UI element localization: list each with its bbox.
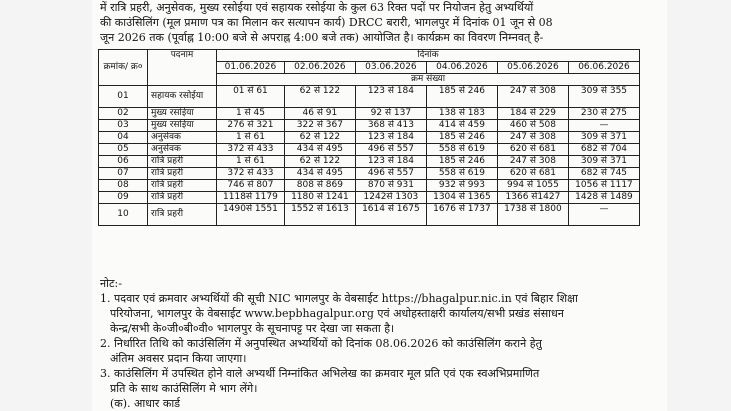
row-cell: 62 से 122 [284, 132, 355, 144]
row-cell: 1304 से 1365 [426, 192, 497, 204]
table-row [99, 168, 640, 180]
row-cell: 372 से 433 [217, 144, 285, 156]
note-1-line-2: परियोजना, भागलपुर के वेबसाईट www.bepbhagalpur.org एवं अधोहस्ताक्षरी कार्यालय/सभी प्रखंड संसाधन [110, 307, 564, 320]
note-2-line-2: अंतिम अवसर प्रदान किया जाएगा। [110, 352, 247, 365]
row-cell: — [568, 204, 639, 226]
row-cell: 1490से 1551 [217, 204, 285, 226]
row-cell: 558 से 619 [426, 168, 497, 180]
row-cell: 620 से 681 [497, 168, 568, 180]
date-1: 01.06.2026 [217, 62, 285, 74]
row-cell: 746 से 807 [217, 180, 285, 192]
row-post: रात्रि प्रहरी [148, 168, 217, 180]
row-cell: 496 से 557 [355, 168, 426, 180]
row-cell: 123 से 184 [355, 86, 426, 108]
row-post: मुख्य रसोईया [148, 120, 217, 132]
row-cell: 01 से 61 [217, 86, 285, 108]
row-cell: 682 से 704 [568, 144, 639, 156]
row-cell: 368 से 413 [355, 120, 426, 132]
row-cell: 123 से 184 [355, 132, 426, 144]
row-cell: 123 से 184 [355, 156, 426, 168]
row-cell: 434 से 495 [284, 168, 355, 180]
table-row [99, 144, 640, 156]
row-cell: 1366 से1427 [497, 192, 568, 204]
row-cell: 434 से 495 [284, 144, 355, 156]
row-cell: 62 से 122 [284, 156, 355, 168]
table-row [99, 180, 640, 192]
row-cell: 309 से 355 [568, 86, 639, 108]
row-cell: 870 से 931 [355, 180, 426, 192]
date-3: 03.06.2026 [355, 62, 426, 74]
row-serial: 03 [99, 120, 148, 132]
header-date: दिनांक [217, 50, 640, 62]
row-cell: 558 से 619 [426, 144, 497, 156]
table-row [99, 192, 640, 204]
date-4: 04.06.2026 [426, 62, 497, 74]
row-cell: 1118से 1179 [217, 192, 285, 204]
row-cell: 808 से 869 [284, 180, 355, 192]
row-post: अनुसेवक [148, 144, 217, 156]
row-cell: 1242से 1303 [355, 192, 426, 204]
row-cell: 247 से 308 [497, 156, 568, 168]
table-header-row [99, 50, 640, 62]
row-serial: 10 [99, 204, 148, 226]
row-cell: 414 से 459 [426, 120, 497, 132]
header-serial-number: क्रम संख्या [217, 74, 640, 86]
row-cell: 184 से 229 [497, 108, 568, 120]
row-cell: 460 से 508 [497, 120, 568, 132]
row-cell: 1676 से 1737 [426, 204, 497, 226]
intro-line-1: में रात्रि प्रहरी, अनुसेवक, मुख्य रसोईया एवं सहायक रसोईया के कुल 63 रिक्त पदों पर नियोजन हेतु अभ्यर्थियों [100, 1, 534, 14]
row-post: रात्रि प्रहरी [148, 156, 217, 168]
date-5: 05.06.2026 [497, 62, 568, 74]
row-post: अनुसेवक [148, 132, 217, 144]
row-cell: 1180 से 1241 [284, 192, 355, 204]
row-post: रात्रि प्रहरी [148, 192, 217, 204]
row-cell: 138 से 183 [426, 108, 497, 120]
row-post: रात्रि प्रहरी [148, 180, 217, 192]
intro-line-3: जून 2026 तक (पूर्वाह्न 10:00 बजे से अपराह्न 4:00 बजे तक) आयोजित है। कार्यक्रम का विवरण निम्नवत् है- [100, 31, 544, 44]
row-post: मुख्य रसोईया [148, 108, 217, 120]
row-cell: 932 से 993 [426, 180, 497, 192]
row-serial: 02 [99, 108, 148, 120]
row-cell: 994 से 1055 [497, 180, 568, 192]
row-cell: 1 से 61 [217, 132, 285, 144]
row-cell: 322 से 367 [284, 120, 355, 132]
row-serial: 04 [99, 132, 148, 144]
row-cell: 496 से 557 [355, 144, 426, 156]
row-cell: 1552 से 1613 [284, 204, 355, 226]
row-cell: 1056 से 1117 [568, 180, 639, 192]
notes-label: नोट:- [100, 277, 122, 290]
date-2: 02.06.2026 [284, 62, 355, 74]
row-post: सहायक रसोईया [148, 86, 217, 108]
note-3-line-2: प्रति के साथ काउंसिलिंग मे भाग लेंगे। [110, 382, 258, 395]
row-cell: 620 से 681 [497, 144, 568, 156]
row-serial: 09 [99, 192, 148, 204]
row-serial: 01 [99, 86, 148, 108]
row-cell: 309 से 371 [568, 156, 639, 168]
intro-line-2: की काउंसिलिंग (मूल प्रमाण पत्र का मिलान कर सत्यापन कार्य) DRCC बरारी, भागलपुर में दिनांक 01 जून से 08 [100, 16, 553, 29]
table-row [99, 108, 640, 120]
row-cell: 1 से 61 [217, 156, 285, 168]
left-margin [0, 0, 92, 411]
row-serial: 08 [99, 180, 148, 192]
table-row [99, 132, 640, 144]
note-1-line-3: केन्द्र/सभी के०जी०बी०वी० भागलपुर के सूचनापट्ट पर देखा जा सकता है। [110, 322, 395, 335]
row-cell: 247 से 308 [497, 86, 568, 108]
row-cell: 372 से 433 [217, 168, 285, 180]
row-cell: 1428 से 1489 [568, 192, 639, 204]
right-margin [667, 0, 731, 411]
row-cell: 309 से 371 [568, 132, 639, 144]
row-cell: 247 से 308 [497, 132, 568, 144]
note-2-line-1: 2. निर्धारित तिथि को काउंसिलिंग में अनुपस्थित अभ्यर्थियों को दिनांक 08.06.2026 को काउंसिलिंग कराने हेतु [100, 337, 542, 350]
row-cell: 62 से 122 [284, 86, 355, 108]
note-1-line-1: 1. पदवार एवं क्रमवार अभ्यर्थियों की सूची NIC भागलपुर के वेबसाईट https://bhagalpur.nic.in एवं बिहार शिक्षा [100, 292, 578, 305]
table-row [99, 156, 640, 168]
row-cell: 1614 से 1675 [355, 204, 426, 226]
intro-paragraph [100, 0, 660, 45]
row-serial: 07 [99, 168, 148, 180]
row-cell: 46 से 91 [284, 108, 355, 120]
table-row [99, 204, 640, 226]
row-cell: 92 से 137 [355, 108, 426, 120]
row-cell: 1 से 45 [217, 108, 285, 120]
note-3-item-a: (क). आधार कार्ड [110, 397, 181, 410]
row-cell: 185 से 246 [426, 156, 497, 168]
row-cell: 1738 से 1800 [497, 204, 568, 226]
row-cell: 230 से 275 [568, 108, 639, 120]
table-row [99, 120, 640, 132]
row-cell: — [568, 120, 639, 132]
row-cell: 185 से 246 [426, 86, 497, 108]
header-post: पदनाम [148, 50, 217, 86]
notes-section [100, 276, 660, 411]
note-3-line-1: 3. काउंसिलिंग में उपस्थित होने वाले अभ्यर्थी निम्नांकित अभिलेख का क्रमवार मूल प्रति एवं एक स्वअभिप्रमाणित [100, 367, 540, 380]
table-row [99, 86, 640, 108]
date-6: 06.06.2026 [568, 62, 639, 74]
row-cell: 682 से 745 [568, 168, 639, 180]
row-serial: 06 [99, 156, 148, 168]
header-serial: क्रमांक/ क्र० [99, 50, 148, 86]
schedule-table [98, 49, 640, 226]
row-cell: 185 से 246 [426, 132, 497, 144]
row-post: रात्रि प्रहरी [148, 204, 217, 226]
row-cell: 276 से 321 [217, 120, 285, 132]
row-serial: 05 [99, 144, 148, 156]
